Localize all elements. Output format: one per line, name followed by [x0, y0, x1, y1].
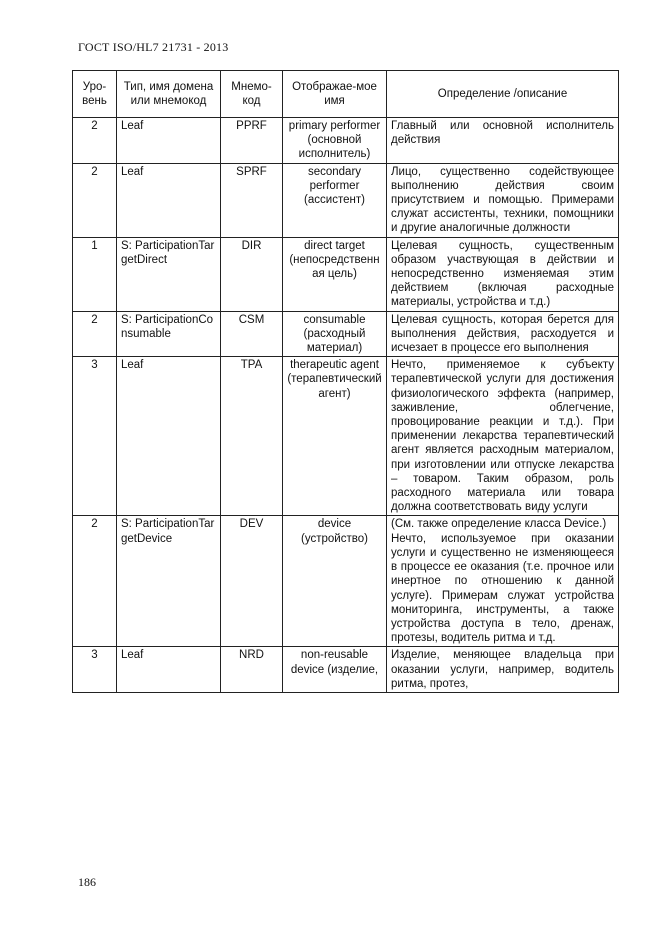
- col-header-display-name: Отображае-мое имя: [283, 71, 387, 118]
- cell-display-name: device (устройство): [283, 516, 387, 647]
- col-header-mnemonic: Мнемо-код: [221, 71, 283, 118]
- table-row: [73, 357, 619, 516]
- cell-display-name: primary performer (основной исполнитель): [283, 118, 387, 164]
- cell-mnemonic: PPRF: [221, 118, 283, 164]
- cell-level: 2: [73, 516, 117, 647]
- col-header-level: Уро-вень: [73, 71, 117, 118]
- cell-display-name: therapeutic agent (терапевтический агент): [283, 357, 387, 516]
- cell-domain: S: ParticipationConsumable: [117, 311, 221, 357]
- cell-domain: Leaf: [117, 647, 221, 693]
- cell-definition: Изделие, меняющее владельца при оказании услуги, например, водитель ритма, протез,: [387, 647, 619, 693]
- cell-definition: Целевая сущность, которая берется для выполнения действия, расходуется и исчезает в процессе его выполнения: [387, 311, 619, 357]
- cell-mnemonic: NRD: [221, 647, 283, 693]
- table-row: [73, 647, 619, 693]
- cell-mnemonic: DIR: [221, 237, 283, 311]
- table-row: [73, 237, 619, 311]
- cell-level: 2: [73, 311, 117, 357]
- cell-definition: Главный или основной исполнитель действия: [387, 118, 619, 164]
- cell-domain: Leaf: [117, 357, 221, 516]
- table-row: [73, 118, 619, 164]
- cell-display-name: consumable (расходный материал): [283, 311, 387, 357]
- page-number: 186: [78, 875, 96, 889]
- table-row: [73, 163, 619, 237]
- cell-level: 1: [73, 237, 117, 311]
- cell-mnemonic: CSM: [221, 311, 283, 357]
- cell-level: 2: [73, 118, 117, 164]
- table-header-row: [73, 71, 619, 118]
- cell-domain: S: ParticipationTargetDirect: [117, 237, 221, 311]
- cell-mnemonic: DEV: [221, 516, 283, 647]
- table-row: [73, 516, 619, 647]
- cell-definition: Лицо, существенно содействующее выполнению действия своим присутствием и помощью. Примерами служат ассистенты, техники, помощники и другие аналогичные должности: [387, 163, 619, 237]
- cell-level: 3: [73, 357, 117, 516]
- cell-definition: Целевая сущность, существенным образом участвующая в действии и непосредственно изменяемая этим действием (включая расходные материалы, устройства и т.д.): [387, 237, 619, 311]
- cell-domain: S: ParticipationTargetDevice: [117, 516, 221, 647]
- classification-table: [72, 70, 619, 693]
- cell-level: 3: [73, 647, 117, 693]
- cell-domain: Leaf: [117, 118, 221, 164]
- cell-definition: [387, 516, 619, 647]
- col-header-domain: Тип, имя домена или мнемокод: [117, 71, 221, 118]
- definition-text: Нечто, используемое при оказании услуги и существенно не изменяющееся в процессе ее оказания (т.е. прочное или инертное по отношению к данной услуге). Примерам служат устройства мониторинга, инструменты, а также устройства доступа в тело, дренаж, протезы, водитель ритма и т.д.: [391, 532, 614, 645]
- col-header-definition: Определение /описание: [387, 71, 619, 118]
- cell-display-name: direct target (непосредственная цель): [283, 237, 387, 311]
- cell-domain: Leaf: [117, 163, 221, 237]
- document-header: ГОСТ ISO/HL7 21731 - 2013: [78, 40, 229, 54]
- cell-mnemonic: TPA: [221, 357, 283, 516]
- cell-mnemonic: SPRF: [221, 163, 283, 237]
- cell-level: 2: [73, 163, 117, 237]
- definition-note: (См. также определение класса Device.): [391, 518, 607, 531]
- cell-definition: Нечто, применяемое к субъекту терапевтической услуги для достижения физиологического эффекта (например, заживление, облегчение, провоцирование реакции и т.д.). При применении лекарства терапевтический агент является расходным материалом, при изготовлении или отпуске лекарства – товаром. Таким образом, роль расходного материала или товара должна соответствовать виду услуги: [387, 357, 619, 516]
- table-row: [73, 311, 619, 357]
- cell-display-name: secondary performer (ассистент): [283, 163, 387, 237]
- cell-display-name: non-reusable device (изделие,: [283, 647, 387, 693]
